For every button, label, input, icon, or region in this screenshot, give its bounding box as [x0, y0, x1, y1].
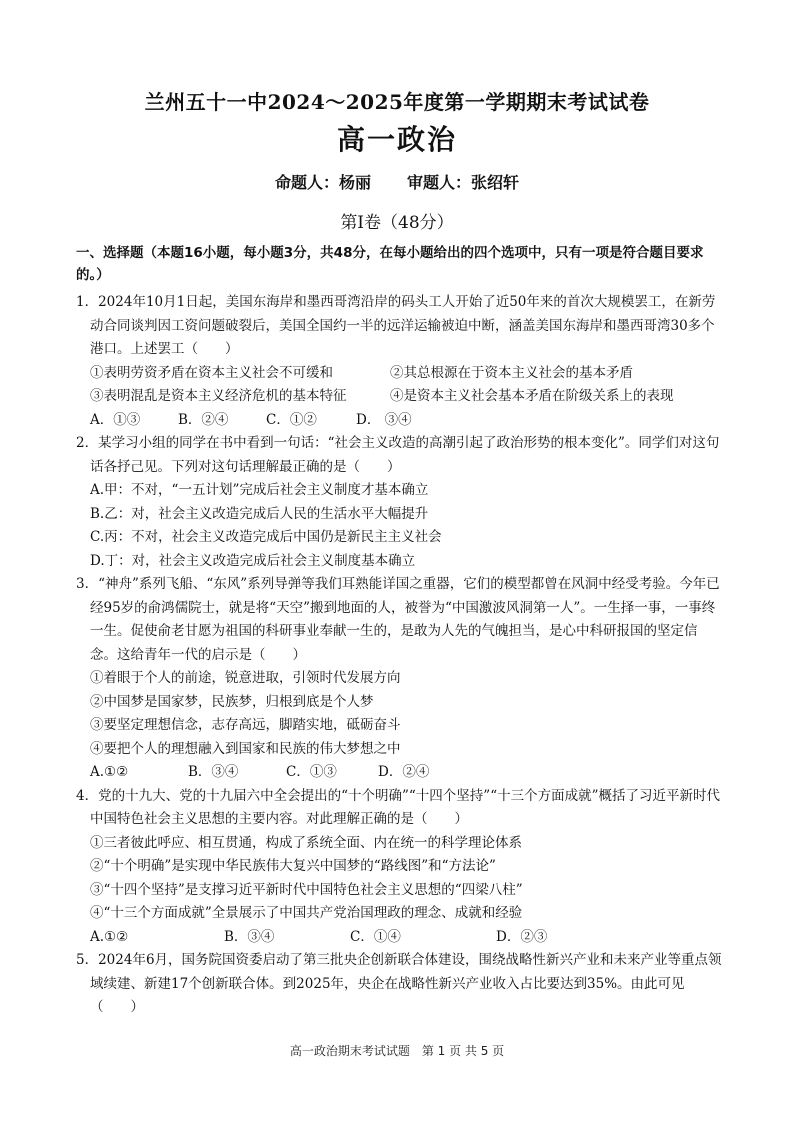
question-stem: 5．2024年6月，国务院国资委启动了第三批央企创新联合体建设，围绕战略性新兴产业和未来产业等重点领域续建、新建17个创新联合体。到2025年，央企在战略性新兴产业收入占比要达到35%。由此可见（ ）	[76, 952, 722, 1015]
choice-c: C．①②	[266, 411, 317, 428]
option-a: A.甲：不对，“一五计划”完成后社会主义制度才基本确立	[90, 482, 429, 498]
choice-b: B．②④	[178, 411, 229, 428]
statement-item: ②中国梦是国家梦，民族梦，归根到底是个人梦	[90, 693, 374, 710]
choice-d: D． ③④	[356, 411, 412, 428]
question-area	[76, 242, 722, 1020]
question-5	[76, 949, 722, 1020]
statement-item: ④“十三个方面成就”全景展示了中国共产党治国理政的理念、成就和经验	[90, 905, 523, 921]
question-3	[76, 573, 722, 785]
statement-item: ②其总根源在于资本主义社会的基本矛盾	[390, 364, 633, 381]
volume-heading: 第Ⅰ卷（48分）	[340, 213, 454, 233]
option-d: D.丁：对，社会主义改造完成后社会主义制度基本确立	[90, 552, 416, 569]
question-stem: 2．某学习小组的同学在书中看到一句话：“社会主义改造的高潮引起了政治形势的根本变化”。同学们对这句话各抒己见。下列对这句话理解最正确的是（ ）	[76, 435, 720, 475]
choice-d: D．②④	[378, 764, 430, 780]
choice-a: A．①③	[90, 411, 141, 428]
choice-b: B．③④	[224, 928, 275, 945]
statement-item: ①表明劳资矛盾在资本主义社会不可缓和	[90, 364, 333, 381]
statement-item: ①着眼于个人的前途，锐意进取，引领时代发展方向	[90, 670, 401, 686]
reviewer-name: 审题人：张绍轩	[407, 173, 520, 192]
statement-item: ③要坚定理想信念，志存高远，脚踏实地，砥砺奋斗	[90, 717, 401, 733]
answer-choices	[76, 409, 722, 433]
choice-c: C．①④	[350, 928, 401, 945]
answer-choices	[76, 926, 722, 950]
statement-item: ③“十四个坚持”是支撑习近平新时代中国特色社会主义思想的“四梁八柱”	[90, 881, 523, 898]
choice-a: A.①②	[90, 764, 129, 780]
page-footer: 高一政治期末考试试题 第 1 页 共 5 页	[289, 1044, 505, 1058]
answer-choices	[76, 761, 722, 785]
statement-item: ④是资本主义社会基本矛盾在阶级关系上的表现	[390, 388, 674, 404]
statement-item: ②“十个明确”是实现中华民族伟大复兴中国梦的“路线图”和“方法论”	[90, 858, 496, 874]
statement-item: ④要把个人的理想融入到国家和民族的伟大梦想之中	[90, 740, 401, 757]
setter-name: 命题人：杨丽	[274, 173, 371, 192]
option-b: B.乙：对，社会主义改造完成后人民的生活水平大幅提升	[90, 505, 429, 522]
statement-item: ③表明混乱是资本主义经济危机的基本特征	[90, 388, 347, 404]
question-stem: 1．2024年10月1日起，美国东海岸和墨西哥湾沿岸的码头工人开始了近50年来的首次大规模罢工，在新劳动合同谈判因工资问题破裂后，美国全国约一半的远洋运输被迫中断，涵盖美国东海岸和墨西哥湾30多个港口。上述罢工（ ）	[76, 294, 716, 357]
choice-d: D．②③	[496, 928, 548, 945]
option-c: C.丙：不对，社会主义改造完成后中国仍是新民主主义社会	[90, 529, 442, 545]
exam-title: 兰州五十一中2024～2025年度第一学期期末考试试卷	[144, 90, 650, 114]
statement-row	[76, 362, 722, 386]
statement-row	[76, 385, 722, 409]
authors-line	[0, 170, 794, 193]
question-stem: 3．“神舟”系列飞船、“东风”系列导弹等我们耳熟能详国之重器，它们的模型都曾在风洞中经受考验。今年已经95岁的俞鸿儒院士，就是将“天空”搬到地面的人，被誉为“中国激波风洞第一人”。一生择一事，一事终一生。促使俞老甘愿为祖国的科研事业奉献一生的，是敢为人先的气魄担当，是心中科研报国的坚定信念。这给青年一代的启示是（ ）	[76, 576, 720, 663]
question-stem: 4．党的十九大、党的十九届六中全会提出的“十个明确”“十四个坚持”“十三个方面成就”概括了习近平新时代中国特色社会主义思想的主要内容。对此理解正确的是（ ）	[76, 787, 720, 827]
subject-title: 高一政治	[336, 123, 457, 156]
choice-b: B．③④	[188, 764, 239, 780]
question-1	[76, 291, 722, 432]
section-heading: 一、选择题（本题16小题，每小题3分，共48分，在每小题给出的四个选项中，只有一项是符合题目要求的。）	[76, 245, 704, 283]
question-2	[76, 432, 722, 573]
question-4	[76, 785, 722, 950]
choice-c: C．①③	[286, 764, 337, 780]
statement-item: ①三者彼此呼应、相互贯通，构成了系统全面、内在统一的科学理论体系	[90, 834, 522, 851]
choice-a: A.①②	[90, 928, 129, 945]
